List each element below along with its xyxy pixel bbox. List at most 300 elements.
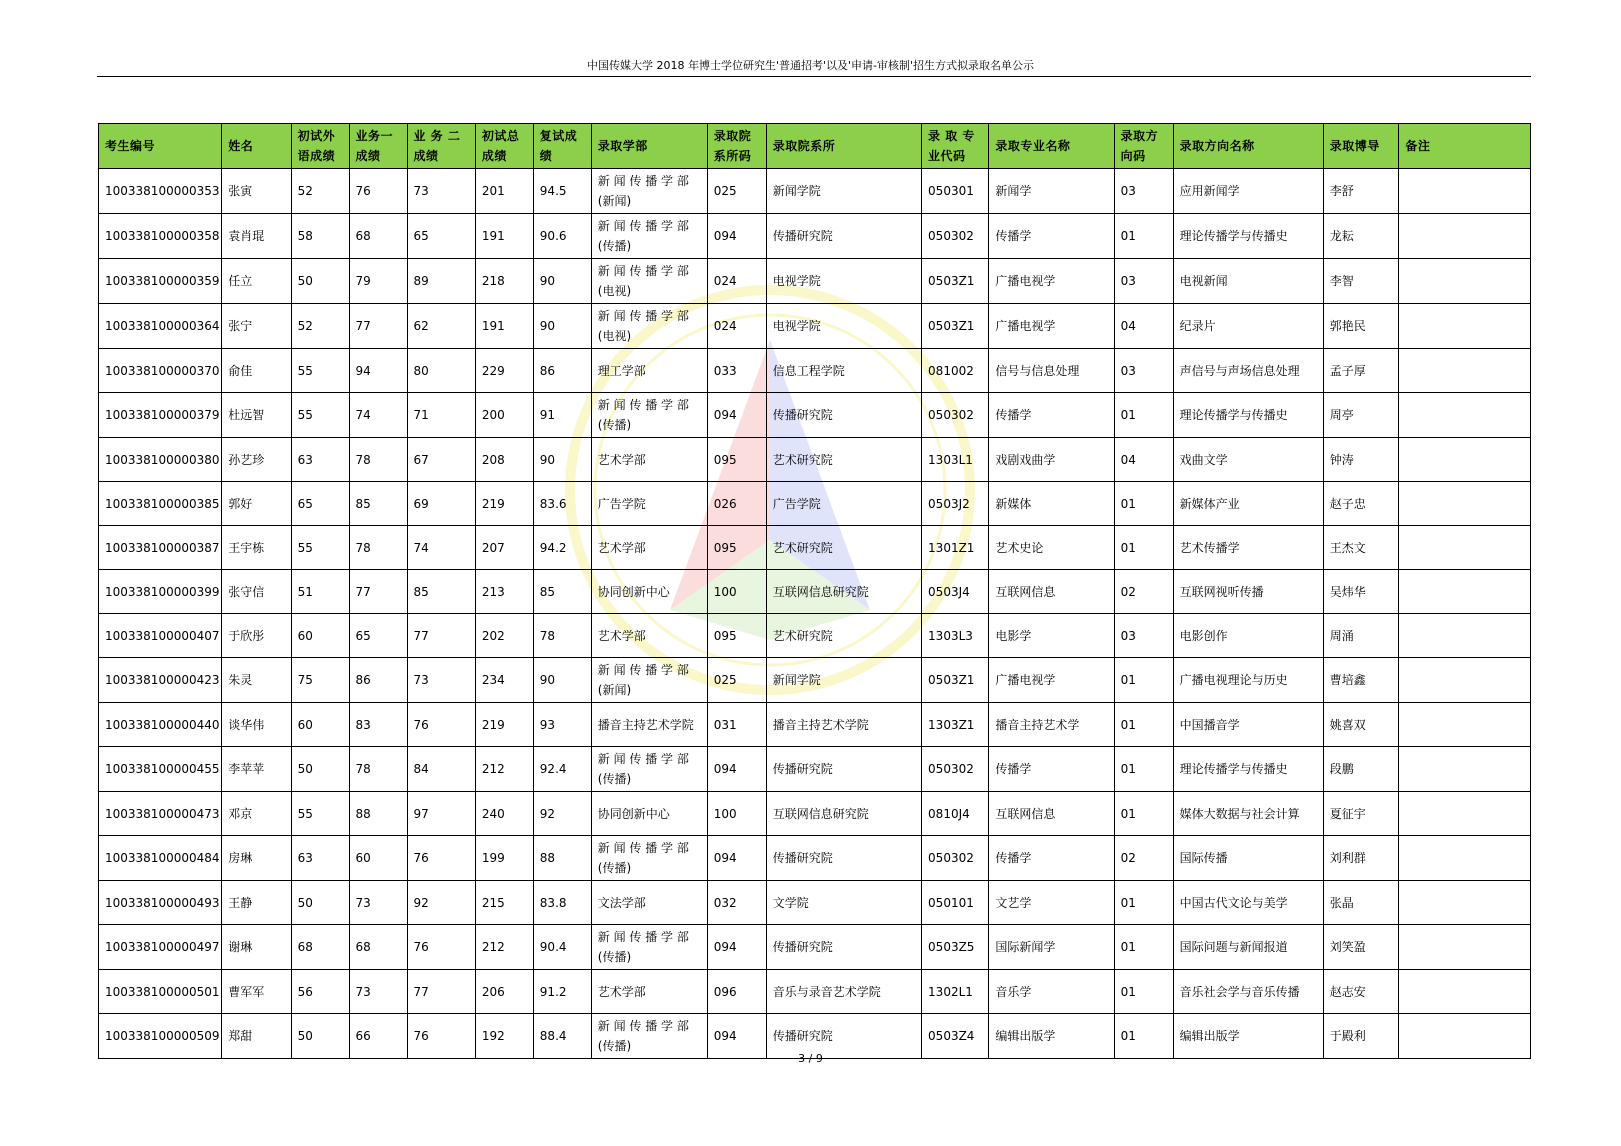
admission-list-table	[98, 123, 1531, 1059]
table-cell: 100338100000423	[99, 658, 222, 703]
table-cell: 024	[707, 304, 766, 349]
table-cell: 100338100000359	[99, 259, 222, 304]
table-cell: 张晶	[1323, 881, 1399, 925]
table-cell: 80	[407, 349, 475, 393]
table-cell: 01	[1114, 393, 1173, 438]
table-cell: 电影创作	[1173, 614, 1323, 658]
table-cell: 74	[349, 393, 407, 438]
table-cell: 国际传播	[1173, 836, 1323, 881]
table-cell: 声信号与声场信息处理	[1173, 349, 1323, 393]
column-header: 初试外语成绩	[291, 124, 349, 169]
table-cell: 艺术学部	[591, 970, 707, 1014]
table-cell: 100338100000353	[99, 169, 222, 214]
table-cell: 李苹苹	[222, 747, 291, 792]
table-cell: 100338100000380	[99, 438, 222, 482]
table-body	[99, 169, 1531, 1059]
table-cell: 67	[407, 438, 475, 482]
table-cell: 俞佳	[222, 349, 291, 393]
table-cell: 201	[475, 169, 533, 214]
table-cell: 85	[533, 570, 591, 614]
table-cell: 63	[291, 836, 349, 881]
table-cell: 传播研究院	[766, 393, 921, 438]
table-cell	[1399, 792, 1531, 836]
table-cell: 100338100000399	[99, 570, 222, 614]
table-cell: 编辑出版学	[1173, 1014, 1323, 1059]
table-cell: 100338100000484	[99, 836, 222, 881]
table-cell: 026	[707, 482, 766, 526]
table-cell: 周亭	[1323, 393, 1399, 438]
table-cell: 新闻学	[989, 169, 1114, 214]
column-header: 录取专业名称	[989, 124, 1114, 169]
table-cell: 094	[707, 747, 766, 792]
table-cell: 龙耘	[1323, 214, 1399, 259]
table-cell	[1399, 304, 1531, 349]
table-cell: 60	[291, 703, 349, 747]
table-header-row	[99, 124, 1531, 169]
table-row	[99, 259, 1531, 304]
table-cell: 83	[349, 703, 407, 747]
table-cell: 65	[407, 214, 475, 259]
table-cell: 56	[291, 970, 349, 1014]
column-header: 姓名	[222, 124, 291, 169]
table-cell: 094	[707, 214, 766, 259]
table-cell: 1303L1	[922, 438, 989, 482]
table-cell: 0503Z5	[922, 925, 989, 970]
table-cell: 播音主持艺术学院	[591, 703, 707, 747]
table-cell: 新闻学院	[766, 658, 921, 703]
table-cell: 朱灵	[222, 658, 291, 703]
table-cell	[1399, 438, 1531, 482]
table-cell: 89	[407, 259, 475, 304]
table-cell: 92	[533, 792, 591, 836]
table-row	[99, 304, 1531, 349]
table-cell: 100	[707, 570, 766, 614]
table-cell: 200	[475, 393, 533, 438]
table-cell: 76	[407, 1014, 475, 1059]
table-cell: 传播研究院	[766, 1014, 921, 1059]
table-cell: 传播学	[989, 836, 1114, 881]
table-cell: 52	[291, 304, 349, 349]
table-cell: 84	[407, 747, 475, 792]
table-cell: 78	[349, 747, 407, 792]
table-cell: 国际问题与新闻报道	[1173, 925, 1323, 970]
table-cell: 邓京	[222, 792, 291, 836]
table-cell: 78	[349, 438, 407, 482]
table-cell: 206	[475, 970, 533, 1014]
table-cell: 王宇栋	[222, 526, 291, 570]
table-cell: 新 闻 传 播 学 部(电视)	[591, 259, 707, 304]
table-cell: 91	[533, 393, 591, 438]
table-cell	[1399, 393, 1531, 438]
table-cell: 92.4	[533, 747, 591, 792]
table-cell: 01	[1114, 214, 1173, 259]
table-cell: 100	[707, 792, 766, 836]
table-cell: 094	[707, 393, 766, 438]
table-cell: 094	[707, 836, 766, 881]
table-cell: 01	[1114, 482, 1173, 526]
table-cell: 新 闻 传 播 学 部(传播)	[591, 836, 707, 881]
table-cell: 国际新闻学	[989, 925, 1114, 970]
table-cell: 夏征宇	[1323, 792, 1399, 836]
table-cell: 100338100000364	[99, 304, 222, 349]
table-cell: 传播研究院	[766, 747, 921, 792]
table-cell: 广播电视学	[989, 259, 1114, 304]
table-cell: 01	[1114, 881, 1173, 925]
table-cell: 互联网视听传播	[1173, 570, 1323, 614]
table-cell: 081002	[922, 349, 989, 393]
table-cell: 音乐社会学与音乐传播	[1173, 970, 1323, 1014]
table-cell: 新 闻 传 播 学 部(新闻)	[591, 169, 707, 214]
table-cell: 中国古代文论与美学	[1173, 881, 1323, 925]
table-cell: 77	[407, 970, 475, 1014]
table-row	[99, 836, 1531, 881]
table-cell: 212	[475, 747, 533, 792]
table-cell: 艺术传播学	[1173, 526, 1323, 570]
table-cell: 094	[707, 1014, 766, 1059]
table-cell: 艺术研究院	[766, 438, 921, 482]
table-cell: 76	[407, 925, 475, 970]
table-cell: 纪录片	[1173, 304, 1323, 349]
table-cell: 广播电视学	[989, 658, 1114, 703]
table-row	[99, 658, 1531, 703]
table-cell: 曹培鑫	[1323, 658, 1399, 703]
table-cell: 100338100000455	[99, 747, 222, 792]
table-cell: 68	[291, 925, 349, 970]
table-cell: 传播研究院	[766, 836, 921, 881]
table-cell: 媒体大数据与社会计算	[1173, 792, 1323, 836]
table-cell: 电视学院	[766, 304, 921, 349]
table-cell: 208	[475, 438, 533, 482]
table-row	[99, 526, 1531, 570]
table-row	[99, 747, 1531, 792]
table-cell: 74	[407, 526, 475, 570]
table-cell: 03	[1114, 259, 1173, 304]
table-cell: 新 闻 传 播 学 部(传播)	[591, 925, 707, 970]
table-cell: 095	[707, 526, 766, 570]
table-cell: 100338100000473	[99, 792, 222, 836]
table-cell: 095	[707, 614, 766, 658]
table-cell: 广告学院	[766, 482, 921, 526]
table-cell: 93	[533, 703, 591, 747]
table-cell	[1399, 703, 1531, 747]
table-row	[99, 570, 1531, 614]
table-cell: 房琳	[222, 836, 291, 881]
table-row	[99, 393, 1531, 438]
table-cell: 83.6	[533, 482, 591, 526]
table-row	[99, 482, 1531, 526]
table-cell: 83.8	[533, 881, 591, 925]
table-cell: 73	[407, 658, 475, 703]
table-cell	[1399, 349, 1531, 393]
table-cell: 电视学院	[766, 259, 921, 304]
table-cell: 192	[475, 1014, 533, 1059]
table-cell: 88.4	[533, 1014, 591, 1059]
table-cell: 55	[291, 526, 349, 570]
table-cell: 100338100000440	[99, 703, 222, 747]
table-cell: 谈华伟	[222, 703, 291, 747]
table-cell: 郑甜	[222, 1014, 291, 1059]
table-cell: 1303L3	[922, 614, 989, 658]
table-cell: 周涌	[1323, 614, 1399, 658]
table-cell: 互联网信息	[989, 792, 1114, 836]
table-cell: 段鹏	[1323, 747, 1399, 792]
table-cell: 096	[707, 970, 766, 1014]
table-cell: 新 闻 传 播 学 部(新闻)	[591, 658, 707, 703]
table-cell: 60	[291, 614, 349, 658]
table-cell: 新 闻 传 播 学 部(电视)	[591, 304, 707, 349]
table-cell	[1399, 970, 1531, 1014]
table-cell: 李舒	[1323, 169, 1399, 214]
table-cell: 理论传播学与传播史	[1173, 214, 1323, 259]
table-cell: 100338100000497	[99, 925, 222, 970]
table-cell: 王杰文	[1323, 526, 1399, 570]
column-header: 录取学部	[591, 124, 707, 169]
table-cell: 艺术史论	[989, 526, 1114, 570]
table-cell: 03	[1114, 169, 1173, 214]
table-cell: 050302	[922, 393, 989, 438]
table-cell: 024	[707, 259, 766, 304]
table-cell: 90	[533, 438, 591, 482]
table-cell: 1303Z1	[922, 703, 989, 747]
table-cell: 新 闻 传 播 学 部(传播)	[591, 747, 707, 792]
table-cell	[1399, 169, 1531, 214]
table-cell: 播音主持艺术学院	[766, 703, 921, 747]
column-header: 录取方向名称	[1173, 124, 1323, 169]
table-cell: 钟涛	[1323, 438, 1399, 482]
table-cell: 100338100000358	[99, 214, 222, 259]
table-cell: 90	[533, 259, 591, 304]
table-cell: 艺术研究院	[766, 526, 921, 570]
table-cell: 213	[475, 570, 533, 614]
column-header: 录取院系所	[766, 124, 921, 169]
table-row	[99, 703, 1531, 747]
table-cell	[1399, 214, 1531, 259]
table-cell: 76	[407, 703, 475, 747]
table-cell: 86	[349, 658, 407, 703]
table-cell: 76	[407, 836, 475, 881]
table-cell: 77	[349, 570, 407, 614]
table-cell: 033	[707, 349, 766, 393]
table-cell: 新媒体产业	[1173, 482, 1323, 526]
table-cell: 66	[349, 1014, 407, 1059]
table-cell: 04	[1114, 304, 1173, 349]
table-cell: 91.2	[533, 970, 591, 1014]
table-cell: 55	[291, 393, 349, 438]
table-cell: 传播研究院	[766, 925, 921, 970]
table-cell: 吴炜华	[1323, 570, 1399, 614]
table-cell: 90.6	[533, 214, 591, 259]
table-cell	[1399, 925, 1531, 970]
column-header: 录 取 专业代码	[922, 124, 989, 169]
column-header: 初试总成绩	[475, 124, 533, 169]
table-cell: 94	[349, 349, 407, 393]
column-header: 备注	[1399, 124, 1531, 169]
table-cell: 信号与信息处理	[989, 349, 1114, 393]
table-cell: 69	[407, 482, 475, 526]
table-cell: 050301	[922, 169, 989, 214]
table-cell	[1399, 482, 1531, 526]
table-cell: 050302	[922, 836, 989, 881]
table-cell: 张守信	[222, 570, 291, 614]
table-cell: 协同创新中心	[591, 570, 707, 614]
table-cell: 100338100000387	[99, 526, 222, 570]
table-cell: 新 闻 传 播 学 部(传播)	[591, 1014, 707, 1059]
table-cell: 郭好	[222, 482, 291, 526]
table-cell: 50	[291, 259, 349, 304]
table-cell: 199	[475, 836, 533, 881]
table-cell: 戏曲文学	[1173, 438, 1323, 482]
table-row	[99, 214, 1531, 259]
table-row	[99, 438, 1531, 482]
table-cell: 50	[291, 1014, 349, 1059]
table-cell: 曹军军	[222, 970, 291, 1014]
table-cell: 于欣彤	[222, 614, 291, 658]
table-row	[99, 970, 1531, 1014]
table-cell	[1399, 881, 1531, 925]
table-cell: 张寅	[222, 169, 291, 214]
table-cell: 传播学	[989, 393, 1114, 438]
table-cell: 中国播音学	[1173, 703, 1323, 747]
table-cell: 025	[707, 169, 766, 214]
table-cell: 71	[407, 393, 475, 438]
table-cell: 1302L1	[922, 970, 989, 1014]
table-cell: 音乐与录音艺术学院	[766, 970, 921, 1014]
table-cell: 0503Z1	[922, 658, 989, 703]
table-cell	[1399, 836, 1531, 881]
table-cell: 0503Z4	[922, 1014, 989, 1059]
table-cell: 01	[1114, 747, 1173, 792]
table-row	[99, 614, 1531, 658]
table-cell: 55	[291, 792, 349, 836]
table-cell: 212	[475, 925, 533, 970]
table-cell: 77	[349, 304, 407, 349]
table-cell: 文法学部	[591, 881, 707, 925]
table-cell	[1399, 570, 1531, 614]
table-cell: 229	[475, 349, 533, 393]
table-cell: 互联网信息研究院	[766, 570, 921, 614]
table-cell: 60	[349, 836, 407, 881]
table-cell	[1399, 614, 1531, 658]
page-indicator: 3 / 9	[798, 1052, 823, 1065]
table-cell: 02	[1114, 836, 1173, 881]
table-cell: 94.2	[533, 526, 591, 570]
table-cell: 张宁	[222, 304, 291, 349]
table-cell: 艺术学部	[591, 614, 707, 658]
column-header: 业 务 二成绩	[407, 124, 475, 169]
table-row	[99, 881, 1531, 925]
table-cell: 广告学院	[591, 482, 707, 526]
table-cell: 0503J4	[922, 570, 989, 614]
table-cell: 215	[475, 881, 533, 925]
table-cell: 100338100000379	[99, 393, 222, 438]
table-cell: 01	[1114, 658, 1173, 703]
table-cell: 01	[1114, 703, 1173, 747]
table-cell: 孟子厚	[1323, 349, 1399, 393]
table-cell: 理工学部	[591, 349, 707, 393]
table-cell: 王静	[222, 881, 291, 925]
table-cell: 艺术学部	[591, 438, 707, 482]
column-header: 录取方向码	[1114, 124, 1173, 169]
table-cell: 播音主持艺术学	[989, 703, 1114, 747]
table-cell	[1399, 259, 1531, 304]
column-header: 复试成绩	[533, 124, 591, 169]
table-cell: 应用新闻学	[1173, 169, 1323, 214]
table-cell: 戏剧戏曲学	[989, 438, 1114, 482]
table-cell: 90	[533, 304, 591, 349]
table-cell: 互联网信息研究院	[766, 792, 921, 836]
table-cell: 理论传播学与传播史	[1173, 393, 1323, 438]
table-cell: 刘利群	[1323, 836, 1399, 881]
table-cell: 219	[475, 703, 533, 747]
table-cell: 031	[707, 703, 766, 747]
table-cell: 79	[349, 259, 407, 304]
table-cell: 电影学	[989, 614, 1114, 658]
table-cell: 新媒体	[989, 482, 1114, 526]
table-cell: 郭艳民	[1323, 304, 1399, 349]
table-cell: 传播学	[989, 214, 1114, 259]
table-cell: 任立	[222, 259, 291, 304]
table-cell: 电视新闻	[1173, 259, 1323, 304]
table-cell: 191	[475, 214, 533, 259]
table-cell: 191	[475, 304, 533, 349]
table-cell: 01	[1114, 526, 1173, 570]
table-cell: 赵志安	[1323, 970, 1399, 1014]
table-cell	[1399, 658, 1531, 703]
table-cell: 理论传播学与传播史	[1173, 747, 1323, 792]
table-cell: 音乐学	[989, 970, 1114, 1014]
table-cell: 艺术学部	[591, 526, 707, 570]
table-cell: 姚喜双	[1323, 703, 1399, 747]
table-cell	[1399, 747, 1531, 792]
table-cell: 03	[1114, 614, 1173, 658]
table-cell: 85	[407, 570, 475, 614]
table-cell: 刘笑盈	[1323, 925, 1399, 970]
table-cell: 互联网信息	[989, 570, 1114, 614]
table-cell: 094	[707, 925, 766, 970]
table-cell: 0503Z1	[922, 304, 989, 349]
table-cell: 新闻学院	[766, 169, 921, 214]
table-cell: 73	[407, 169, 475, 214]
table-cell: 73	[349, 881, 407, 925]
table-cell: 58	[291, 214, 349, 259]
table-cell: 94.5	[533, 169, 591, 214]
table-cell: 0503J2	[922, 482, 989, 526]
table-cell: 50	[291, 747, 349, 792]
table-cell: 1301Z1	[922, 526, 989, 570]
table-cell: 袁肖琨	[222, 214, 291, 259]
table-cell: 传播学	[989, 747, 1114, 792]
table-cell: 孙艺珍	[222, 438, 291, 482]
table-cell: 新 闻 传 播 学 部(传播)	[591, 393, 707, 438]
table-row	[99, 925, 1531, 970]
table-cell: 100338100000370	[99, 349, 222, 393]
table-cell: 202	[475, 614, 533, 658]
table-cell: 广播电视学	[989, 304, 1114, 349]
table-cell: 90	[533, 658, 591, 703]
table-cell: 032	[707, 881, 766, 925]
table-cell: 68	[349, 925, 407, 970]
table-cell: 100338100000493	[99, 881, 222, 925]
table-cell: 01	[1114, 925, 1173, 970]
table-cell: 219	[475, 482, 533, 526]
table-cell: 编辑出版学	[989, 1014, 1114, 1059]
table-cell: 73	[349, 970, 407, 1014]
table-cell: 65	[291, 482, 349, 526]
table-cell: 协同创新中心	[591, 792, 707, 836]
table-cell: 02	[1114, 570, 1173, 614]
table-cell: 100338100000385	[99, 482, 222, 526]
table-cell: 0810J4	[922, 792, 989, 836]
